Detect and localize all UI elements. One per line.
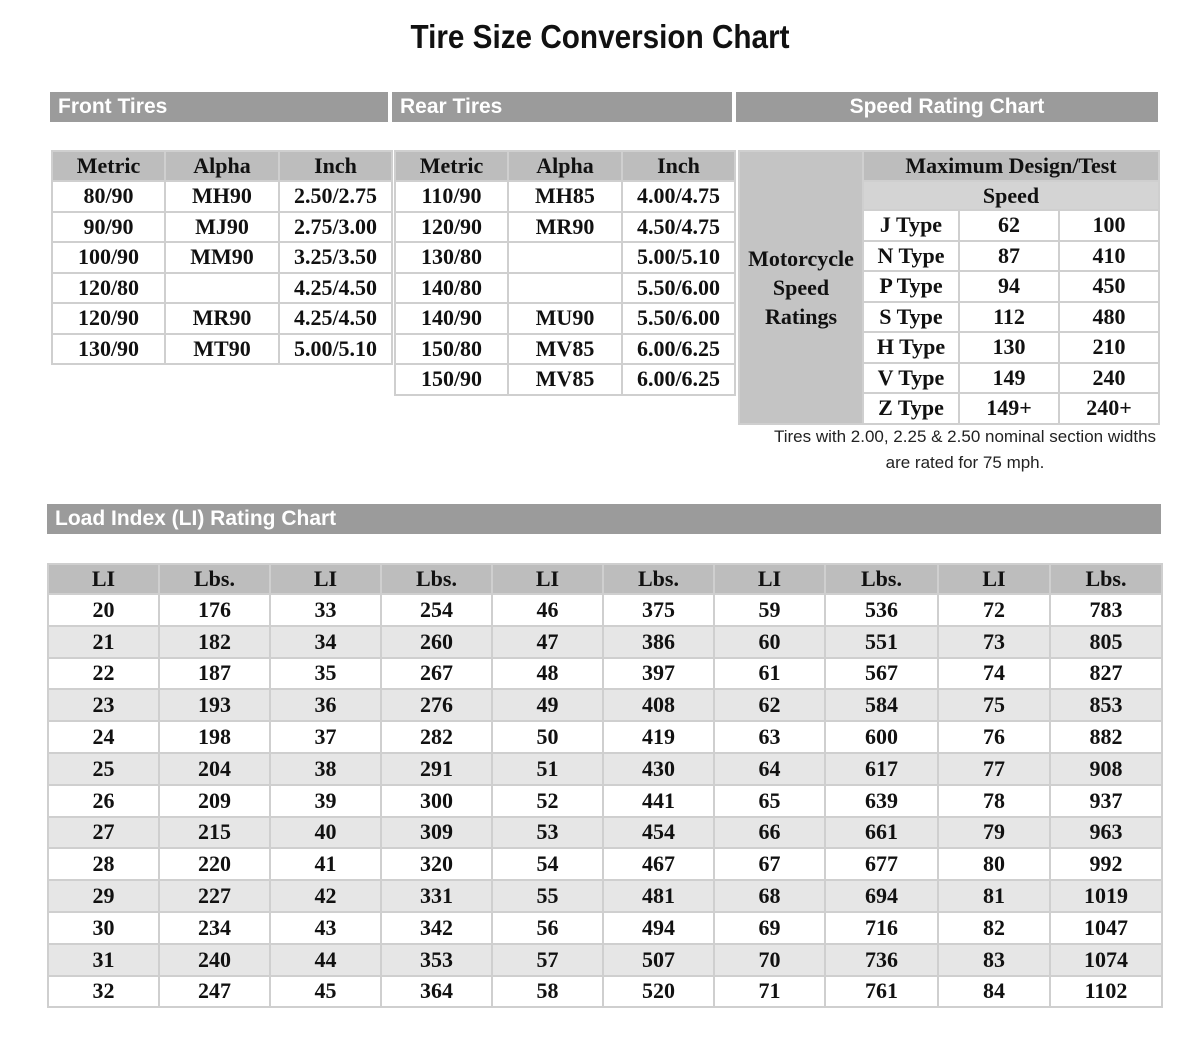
table-row — [395, 242, 735, 273]
table-row — [48, 721, 1162, 753]
table-row — [48, 658, 1162, 690]
table-cell: 320 — [381, 848, 492, 880]
table-cell: 567 — [825, 658, 938, 690]
column-header: LI — [492, 564, 603, 594]
table-cell: 68 — [714, 880, 825, 912]
speed-rating-banner: Speed Rating Chart — [736, 92, 1158, 122]
table-cell: 70 — [714, 944, 825, 976]
table-cell: 220 — [159, 848, 270, 880]
table-cell: 130/80 — [395, 242, 508, 273]
table-cell: 100 — [1059, 210, 1159, 241]
table-cell: S Type — [863, 302, 959, 333]
table-cell: 187 — [159, 658, 270, 690]
table-cell: 408 — [603, 689, 714, 721]
table-row — [48, 785, 1162, 817]
column-header: Lbs. — [825, 564, 938, 594]
table-cell: 331 — [381, 880, 492, 912]
table-cell: 49 — [492, 689, 603, 721]
table-cell: 4.00/4.75 — [622, 181, 735, 212]
table-cell: 276 — [381, 689, 492, 721]
table-cell: J Type — [863, 210, 959, 241]
table-cell: 584 — [825, 689, 938, 721]
table-row — [52, 212, 392, 243]
table-cell: 5.50/6.00 — [622, 303, 735, 334]
table-cell: 282 — [381, 721, 492, 753]
table-cell: 39 — [270, 785, 381, 817]
table-cell: Z Type — [863, 393, 959, 424]
table-cell: 375 — [603, 594, 714, 626]
table-cell: 45 — [270, 976, 381, 1008]
front-tires-table — [51, 150, 393, 365]
table-cell: N Type — [863, 241, 959, 272]
table-cell: 260 — [381, 626, 492, 658]
table-cell: 215 — [159, 817, 270, 849]
table-cell: 60 — [714, 626, 825, 658]
table-cell: 2.50/2.75 — [279, 181, 392, 212]
table-cell: 33 — [270, 594, 381, 626]
table-cell: 59 — [714, 594, 825, 626]
table-cell: 26 — [48, 785, 159, 817]
rear-tires-table — [394, 150, 736, 396]
table-cell: 140/90 — [395, 303, 508, 334]
page-title: Tire Size Conversion Chart — [410, 18, 790, 55]
table-cell: 300 — [381, 785, 492, 817]
table-cell: 309 — [381, 817, 492, 849]
table-cell: 72 — [938, 594, 1050, 626]
table-cell: 71 — [714, 976, 825, 1008]
table-row — [48, 880, 1162, 912]
table-cell: 63 — [714, 721, 825, 753]
table-row — [395, 364, 735, 395]
table-cell: 130 — [959, 332, 1059, 363]
table-cell: 73 — [938, 626, 1050, 658]
table-cell: P Type — [863, 271, 959, 302]
table-cell: 291 — [381, 753, 492, 785]
table-cell: 5.00/5.10 — [279, 334, 392, 365]
table-cell: 29 — [48, 880, 159, 912]
table-cell: 992 — [1050, 848, 1162, 880]
table-cell: 783 — [1050, 594, 1162, 626]
table-cell: 193 — [159, 689, 270, 721]
table-cell: 520 — [603, 976, 714, 1008]
table-cell: 32 — [48, 976, 159, 1008]
table-row — [48, 689, 1162, 721]
table-cell: 176 — [159, 594, 270, 626]
table-cell: 937 — [1050, 785, 1162, 817]
table-cell: 31 — [48, 944, 159, 976]
table-cell: 67 — [714, 848, 825, 880]
table-cell: 240 — [159, 944, 270, 976]
table-cell: 110/90 — [395, 181, 508, 212]
table-cell: 4.50/4.75 — [622, 212, 735, 243]
table-row — [395, 303, 735, 334]
table-cell: 853 — [1050, 689, 1162, 721]
table-row — [48, 817, 1162, 849]
load-index-table — [47, 563, 1163, 1008]
table-cell: 47 — [492, 626, 603, 658]
table-cell: 1019 — [1050, 880, 1162, 912]
table-row — [48, 944, 1162, 976]
table-cell: 61 — [714, 658, 825, 690]
table-cell: 551 — [825, 626, 938, 658]
table-cell: 536 — [825, 594, 938, 626]
table-cell: 6.00/6.25 — [622, 334, 735, 365]
column-header: Alpha — [508, 151, 622, 181]
table-cell: 441 — [603, 785, 714, 817]
column-header: LI — [938, 564, 1050, 594]
speed-rating-table — [738, 150, 1160, 425]
table-cell: 240 — [1059, 363, 1159, 394]
table-cell: 53 — [492, 817, 603, 849]
table-cell: 4.25/4.50 — [279, 273, 392, 304]
table-cell: 963 — [1050, 817, 1162, 849]
table-cell: 209 — [159, 785, 270, 817]
table-cell: 639 — [825, 785, 938, 817]
column-header: Inch — [622, 151, 735, 181]
table-cell: 247 — [159, 976, 270, 1008]
table-cell: 83 — [938, 944, 1050, 976]
table-cell: 494 — [603, 912, 714, 944]
table-cell: 150/90 — [395, 364, 508, 395]
table-cell: 467 — [603, 848, 714, 880]
table-cell: 120/90 — [395, 212, 508, 243]
column-header: Lbs. — [603, 564, 714, 594]
table-cell: MH90 — [165, 181, 279, 212]
table-cell: 100/90 — [52, 242, 165, 273]
table-row — [52, 242, 392, 273]
table-cell: 661 — [825, 817, 938, 849]
table-cell: 182 — [159, 626, 270, 658]
table-cell: 882 — [1050, 721, 1162, 753]
speed-header: Maximum Design/Test — [863, 151, 1159, 181]
table-cell: 87 — [959, 241, 1059, 272]
table-row — [52, 303, 392, 334]
table-cell: 267 — [381, 658, 492, 690]
table-cell: 240+ — [1059, 393, 1159, 424]
column-header: LI — [714, 564, 825, 594]
table-row — [48, 976, 1162, 1008]
table-cell: 364 — [381, 976, 492, 1008]
table-cell: 198 — [159, 721, 270, 753]
table-cell: 150/80 — [395, 334, 508, 365]
table-cell: 600 — [825, 721, 938, 753]
column-header: Lbs. — [1050, 564, 1162, 594]
table-cell: 149+ — [959, 393, 1059, 424]
table-cell: 430 — [603, 753, 714, 785]
table-cell: 25 — [48, 753, 159, 785]
table-cell: 454 — [603, 817, 714, 849]
table-row — [52, 273, 392, 304]
table-cell: MU90 — [508, 303, 622, 334]
table-cell: 130/90 — [52, 334, 165, 365]
table-cell: 410 — [1059, 241, 1159, 272]
table-cell: 57 — [492, 944, 603, 976]
table-row — [395, 212, 735, 243]
table-cell: 69 — [714, 912, 825, 944]
table-cell: 716 — [825, 912, 938, 944]
table-cell: 5.50/6.00 — [622, 273, 735, 304]
front-tires-banner: Front Tires — [50, 92, 388, 122]
table-cell: MV85 — [508, 364, 622, 395]
table-row — [395, 334, 735, 365]
table-row — [48, 912, 1162, 944]
table-cell — [165, 273, 279, 304]
table-cell: 507 — [603, 944, 714, 976]
table-cell: 78 — [938, 785, 1050, 817]
table-row — [395, 181, 735, 212]
table-cell: 23 — [48, 689, 159, 721]
table-cell: 54 — [492, 848, 603, 880]
table-cell: 90/90 — [52, 212, 165, 243]
table-cell: 55 — [492, 880, 603, 912]
table-cell: H Type — [863, 332, 959, 363]
table-cell: 908 — [1050, 753, 1162, 785]
table-cell: 48 — [492, 658, 603, 690]
column-header: Lbs. — [381, 564, 492, 594]
table-cell: 2.75/3.00 — [279, 212, 392, 243]
table-cell: MR90 — [508, 212, 622, 243]
table-cell: 56 — [492, 912, 603, 944]
column-header: Metric — [52, 151, 165, 181]
column-header: LI — [270, 564, 381, 594]
table-cell: 3.25/3.50 — [279, 242, 392, 273]
table-cell: 37 — [270, 721, 381, 753]
rear-tires-banner: Rear Tires — [392, 92, 732, 122]
table-cell: 75 — [938, 689, 1050, 721]
table-cell: 80 — [938, 848, 1050, 880]
table-cell: 342 — [381, 912, 492, 944]
table-cell: 353 — [381, 944, 492, 976]
table-cell: 397 — [603, 658, 714, 690]
table-cell: 84 — [938, 976, 1050, 1008]
table-cell: MT90 — [165, 334, 279, 365]
table-cell: 761 — [825, 976, 938, 1008]
table-cell: MR90 — [165, 303, 279, 334]
table-cell: 140/80 — [395, 273, 508, 304]
table-cell: MM90 — [165, 242, 279, 273]
table-cell: 81 — [938, 880, 1050, 912]
table-cell: 419 — [603, 721, 714, 753]
table-cell: 617 — [825, 753, 938, 785]
column-header: Alpha — [165, 151, 279, 181]
table-cell: 20 — [48, 594, 159, 626]
table-cell: 77 — [938, 753, 1050, 785]
table-cell: 62 — [714, 689, 825, 721]
table-cell: 805 — [1050, 626, 1162, 658]
table-cell: 736 — [825, 944, 938, 976]
speed-ratings-label: Motorcycle Speed Ratings — [739, 151, 863, 424]
table-cell: 6.00/6.25 — [622, 364, 735, 395]
table-cell: 74 — [938, 658, 1050, 690]
column-header: Metric — [395, 151, 508, 181]
table-row — [48, 848, 1162, 880]
table-cell: 234 — [159, 912, 270, 944]
table-cell: 64 — [714, 753, 825, 785]
table-cell: 227 — [159, 880, 270, 912]
table-cell: 30 — [48, 912, 159, 944]
table-cell: 50 — [492, 721, 603, 753]
table-cell: 677 — [825, 848, 938, 880]
table-cell: 210 — [1059, 332, 1159, 363]
table-cell: MV85 — [508, 334, 622, 365]
table-cell: 52 — [492, 785, 603, 817]
table-cell: 450 — [1059, 271, 1159, 302]
speed-rating-note: Tires with 2.00, 2.25 & 2.50 nominal section widths are rated for 75 mph. — [773, 427, 1157, 472]
table-cell: 28 — [48, 848, 159, 880]
table-cell: 1074 — [1050, 944, 1162, 976]
table-row — [48, 753, 1162, 785]
table-cell: 112 — [959, 302, 1059, 333]
column-header: Lbs. — [159, 564, 270, 594]
table-cell: 21 — [48, 626, 159, 658]
table-cell: 4.25/4.50 — [279, 303, 392, 334]
column-header: LI — [48, 564, 159, 594]
table-cell: 44 — [270, 944, 381, 976]
column-header: Inch — [279, 151, 392, 181]
table-row — [52, 334, 392, 365]
table-cell: 149 — [959, 363, 1059, 394]
table-cell: 27 — [48, 817, 159, 849]
table-cell: 480 — [1059, 302, 1159, 333]
table-cell: V Type — [863, 363, 959, 394]
table-cell: 42 — [270, 880, 381, 912]
table-cell: 34 — [270, 626, 381, 658]
table-cell: 204 — [159, 753, 270, 785]
table-cell: 41 — [270, 848, 381, 880]
table-cell: 1102 — [1050, 976, 1162, 1008]
table-cell: 5.00/5.10 — [622, 242, 735, 273]
load-index-banner: Load Index (LI) Rating Chart — [47, 504, 1161, 534]
table-cell: 40 — [270, 817, 381, 849]
table-cell: 254 — [381, 594, 492, 626]
table-cell: 58 — [492, 976, 603, 1008]
table-cell: 82 — [938, 912, 1050, 944]
table-cell: 36 — [270, 689, 381, 721]
table-cell: MJ90 — [165, 212, 279, 243]
table-cell: MH85 — [508, 181, 622, 212]
table-cell: 65 — [714, 785, 825, 817]
table-cell: 46 — [492, 594, 603, 626]
table-cell: 694 — [825, 880, 938, 912]
table-cell — [508, 242, 622, 273]
table-cell: 120/80 — [52, 273, 165, 304]
table-row — [48, 594, 1162, 626]
table-cell: 62 — [959, 210, 1059, 241]
table-cell: 66 — [714, 817, 825, 849]
table-cell: 35 — [270, 658, 381, 690]
table-cell: 94 — [959, 271, 1059, 302]
table-cell: 120/90 — [52, 303, 165, 334]
table-cell: 80/90 — [52, 181, 165, 212]
table-row — [48, 626, 1162, 658]
table-cell: 79 — [938, 817, 1050, 849]
table-cell: 1047 — [1050, 912, 1162, 944]
table-cell: 76 — [938, 721, 1050, 753]
table-cell: 51 — [492, 753, 603, 785]
table-cell — [508, 273, 622, 304]
table-cell: 22 — [48, 658, 159, 690]
table-row — [52, 181, 392, 212]
table-cell: 827 — [1050, 658, 1162, 690]
table-cell: 481 — [603, 880, 714, 912]
speed-header: Speed — [863, 181, 1159, 210]
table-cell: 386 — [603, 626, 714, 658]
table-row — [395, 273, 735, 304]
table-cell: 43 — [270, 912, 381, 944]
table-cell: 38 — [270, 753, 381, 785]
table-cell: 24 — [48, 721, 159, 753]
